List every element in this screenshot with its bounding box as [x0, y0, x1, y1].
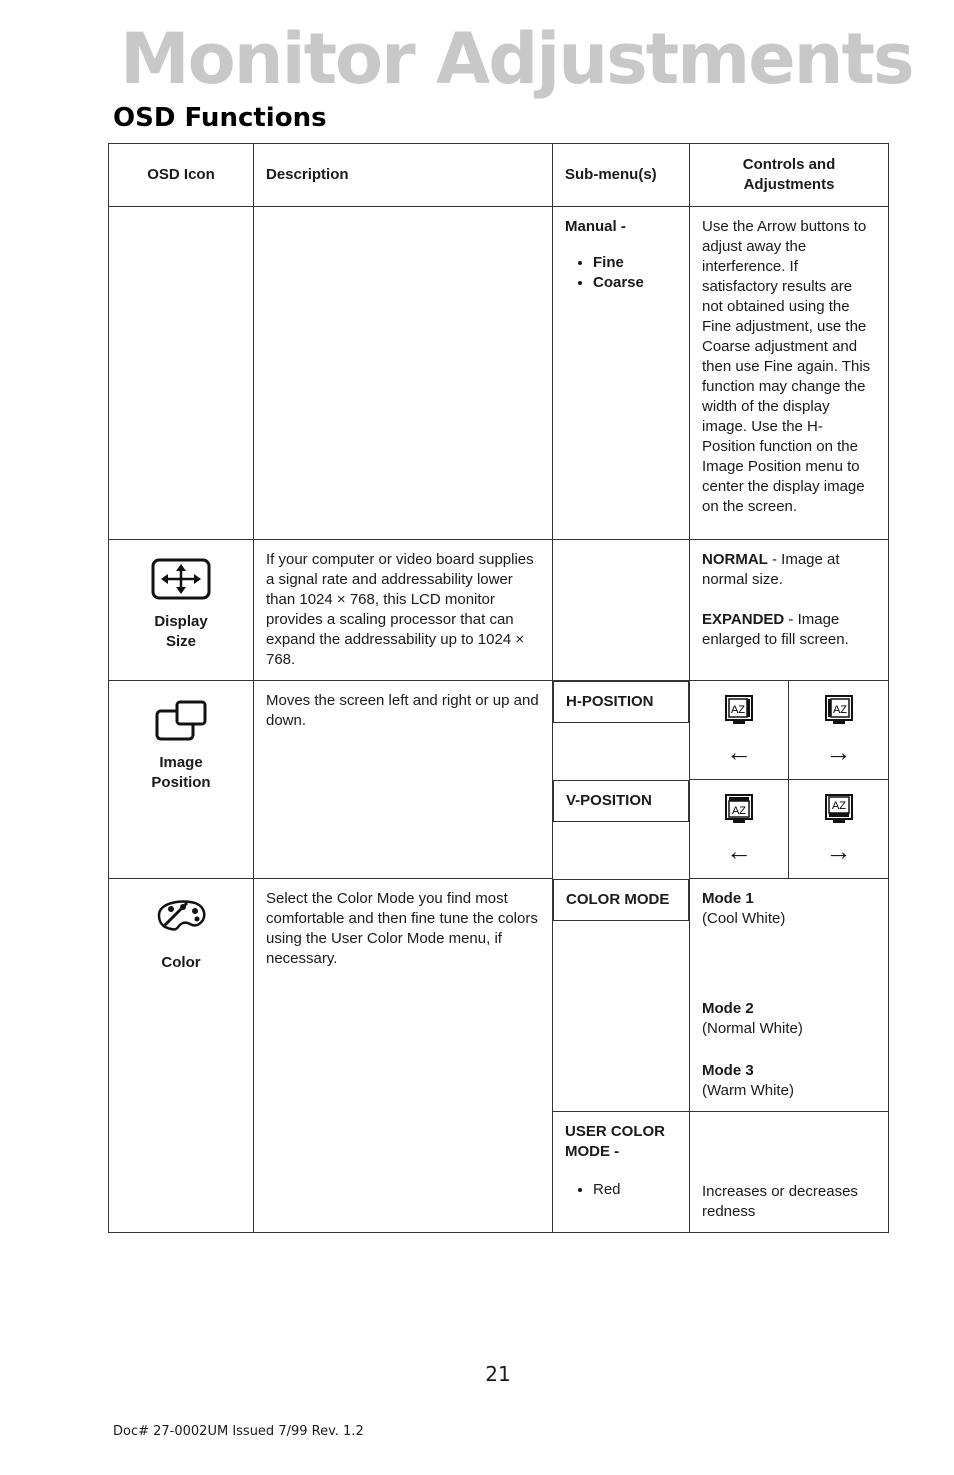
expanded-label: EXPANDED — [702, 611, 785, 628]
v-position-label: V-POSITION — [553, 780, 689, 822]
mode-1-desc: (Cool White) — [702, 910, 786, 927]
mode-2-desc: (Normal White) — [702, 1020, 803, 1037]
az-text: AZ — [731, 805, 747, 817]
mode-3 — [702, 1061, 876, 1101]
manual-controls-text: Use the Arrow buttons to adjust away the interference. If satisfactory results are not obtained using the Fine adjustment, use the Coarse adjustment and then use Fine again. This function may change the width of the display image. Use the H-Position function on the Image Position menu to center the display image on the screen. — [690, 207, 889, 540]
header-description: Description — [254, 144, 553, 207]
mode-1 — [702, 889, 876, 929]
color-mode-label: COLOR MODE — [553, 879, 689, 921]
image-position-icon — [153, 699, 209, 743]
header-controls-line1: Controls and — [742, 156, 836, 173]
az-text: AZ — [831, 800, 846, 812]
monitor-az-right-icon — [825, 695, 853, 725]
color-description: Select the Color Mode you find most comfortable and then fine tune the colors using the User Color Mode menu, if necessary. — [254, 879, 553, 1233]
display-size-icon-cell — [109, 540, 254, 681]
user-color-mode-label: USER COLOR MODE - — [565, 1123, 666, 1160]
mode-1-name: Mode 1 — [702, 890, 754, 907]
expanded-text: - Image enlarged to fill screen. — [702, 611, 849, 648]
section-title: OSD Functions — [113, 103, 327, 133]
color-mode-controls — [690, 879, 889, 1112]
manual-submenu-title: Manual - — [565, 218, 626, 235]
normal-label: NORMAL — [702, 551, 768, 568]
user-color-item-red: • Red — [593, 1180, 677, 1200]
display-size-label-1: Display — [154, 613, 208, 630]
az-text: AZ — [730, 704, 746, 716]
color-label: Color — [161, 954, 201, 971]
header-osd-icon: OSD Icon — [109, 144, 254, 207]
h-position-left — [690, 681, 789, 780]
table-row-color-mode — [109, 879, 889, 1112]
submenu-item-coarse: • Coarse — [593, 273, 677, 293]
page-number: 21 — [485, 1362, 511, 1386]
osd-functions-table — [108, 143, 889, 1233]
left-arrow-icon: ← — [726, 836, 752, 866]
user-color-controls: Increases or decreases redness — [690, 1112, 889, 1233]
expanded-option — [702, 610, 876, 650]
submenu-item-fine: • Fine — [593, 253, 677, 273]
v-position-up — [789, 780, 889, 879]
mode-3-desc: (Warm White) — [702, 1082, 794, 1099]
monitor-az-up-icon — [825, 794, 853, 824]
page-title: Monitor Adjustments — [120, 18, 913, 100]
table-row-manual — [109, 207, 889, 540]
mode-2-name: Mode 2 — [702, 1000, 754, 1017]
manual-submenu-list — [565, 253, 677, 293]
table-row-display-size — [109, 540, 889, 681]
right-arrow-icon: → — [825, 836, 852, 866]
mode-3-name: Mode 3 — [702, 1062, 754, 1079]
user-color-list — [565, 1180, 677, 1200]
manual-submenu-cell — [553, 207, 690, 540]
monitor-az-down-icon — [725, 794, 753, 824]
image-position-label-1: Image — [159, 754, 203, 771]
h-position-right — [789, 681, 889, 780]
h-position-label: H-POSITION — [553, 681, 689, 723]
palette-icon — [153, 897, 209, 933]
header-controls — [690, 144, 889, 207]
table-row-h-position — [109, 681, 889, 780]
image-position-label-2: Position — [151, 774, 211, 791]
display-size-controls — [690, 540, 889, 681]
image-position-icon-cell — [109, 681, 254, 879]
normal-option — [702, 550, 876, 590]
display-size-submenu-cell — [553, 540, 690, 681]
header-controls-line2: Adjustments — [743, 176, 835, 193]
manual-icon-cell — [109, 207, 254, 540]
display-size-label-2: Size — [165, 633, 196, 650]
color-icon-cell — [109, 879, 254, 1233]
doc-footer: Doc# 27-0002UM Issued 7/99 Rev. 1.2 — [113, 1424, 364, 1439]
display-size-icon — [151, 558, 211, 602]
mode-2 — [702, 999, 876, 1039]
left-arrow-icon: ← — [726, 737, 752, 767]
v-position-down — [690, 780, 789, 879]
normal-text: - Image at normal size. — [702, 551, 840, 588]
display-size-description: If your computer or video board supplies a signal rate and addressability lower than 1024 × 768, this LCD monitor provides a scaling processor that can expand the addressability up to 1024 × 768. — [254, 540, 553, 681]
header-submenus: Sub-menu(s) — [553, 144, 690, 207]
monitor-az-left-icon — [725, 695, 753, 725]
az-text: AZ — [832, 704, 847, 716]
manual-description-cell — [254, 207, 553, 540]
table-header-row — [109, 144, 889, 207]
user-color-submenu — [553, 1112, 690, 1233]
image-position-description: Moves the screen left and right or up and down. — [254, 681, 553, 879]
right-arrow-icon: → — [825, 737, 852, 767]
